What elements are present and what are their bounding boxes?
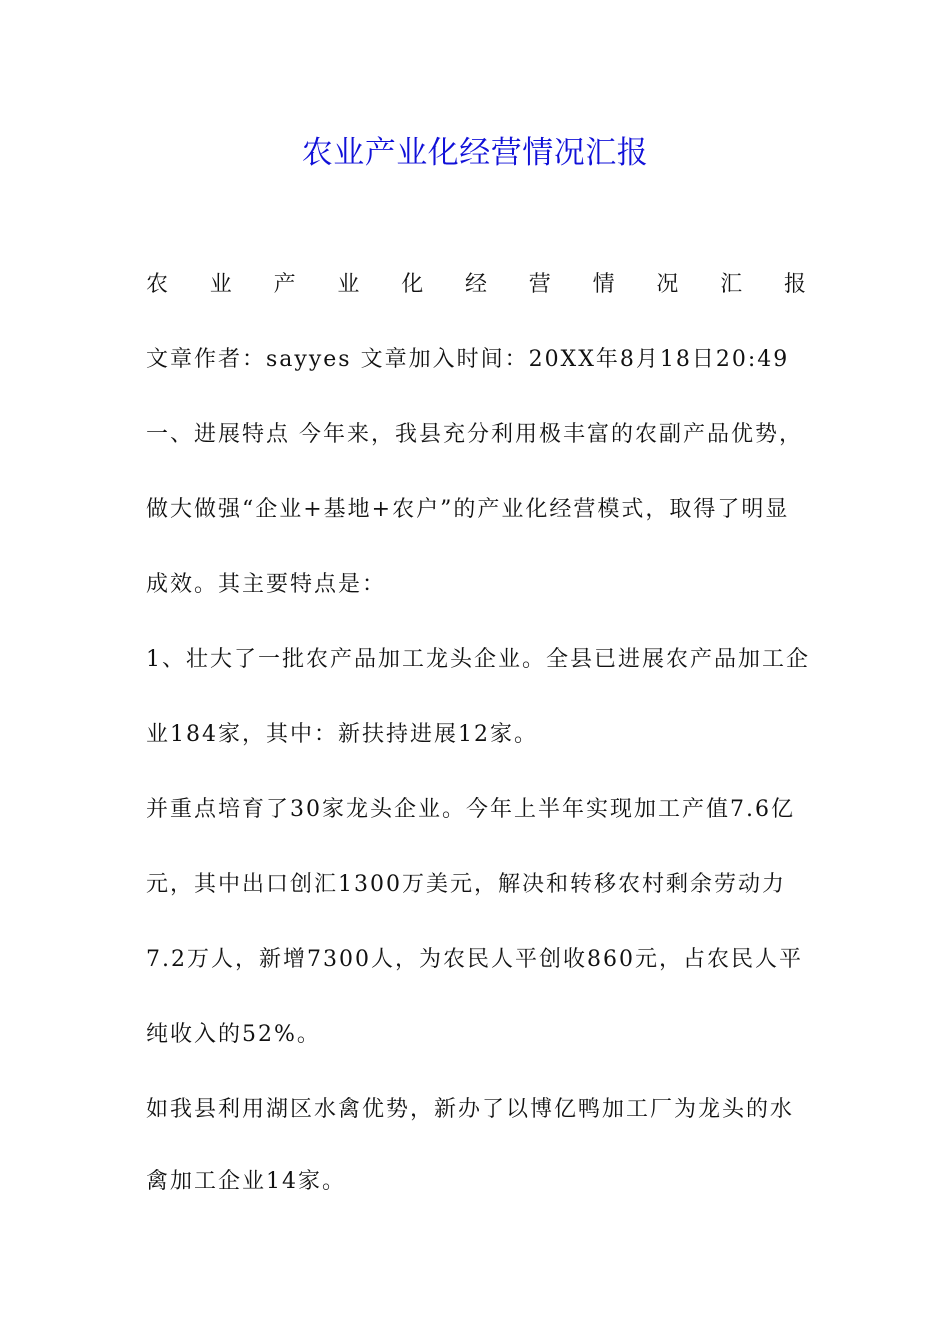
author-line: 文章作者：sayyes 文章加入时间：20XX年8月18日20:49: [146, 347, 790, 372]
body-line: 一、进展特点 今年来，我县充分利用极丰富的农副产品优势，: [146, 422, 803, 447]
body-line: 元，其中出口创汇1300万美元，解决和转移农村剩余劳动力: [146, 872, 786, 897]
body-line: 业184家，其中：新扶持进展12家。: [146, 722, 538, 747]
spread-heading-char: 况: [656, 272, 679, 297]
body-line: 成效。其主要特点是：: [146, 572, 387, 597]
body-line: 如我县利用湖区水禽优势，新办了以博亿鸭加工厂为龙头的水: [146, 1097, 795, 1122]
body-line: 1、壮大了一批农产品加工龙头企业。全县已进展农产品加工企: [146, 647, 810, 672]
spread-heading-char: 营: [528, 272, 551, 297]
spread-heading-char: 产: [273, 272, 296, 297]
spread-heading-char: 业: [337, 272, 360, 297]
spread-heading-char: 情: [592, 272, 615, 297]
spread-heading-char: 经: [464, 272, 487, 297]
spread-heading-char: 化: [401, 272, 424, 297]
spread-heading-char: 汇: [720, 272, 743, 297]
body-line: 做大做强“企业+基地+农户”的产业化经营模式，取得了明显: [146, 497, 790, 522]
body-line: 7.2万人，新增7300人，为农民人平创收860元，占农民人平: [146, 947, 803, 972]
body-line: 并重点培育了30家龙头企业。今年上半年实现加工产值7.6亿: [146, 797, 795, 822]
spread-heading-char: 报: [783, 272, 806, 297]
document-title: 农业产业化经营情况汇报: [301, 135, 649, 171]
body-line: 禽加工企业14家。: [146, 1169, 346, 1194]
spread-heading-char: 业: [209, 272, 232, 297]
spread-heading: [146, 268, 806, 302]
spread-heading-char: 农: [146, 272, 169, 297]
body-line: 纯收入的52%。: [146, 1022, 321, 1047]
